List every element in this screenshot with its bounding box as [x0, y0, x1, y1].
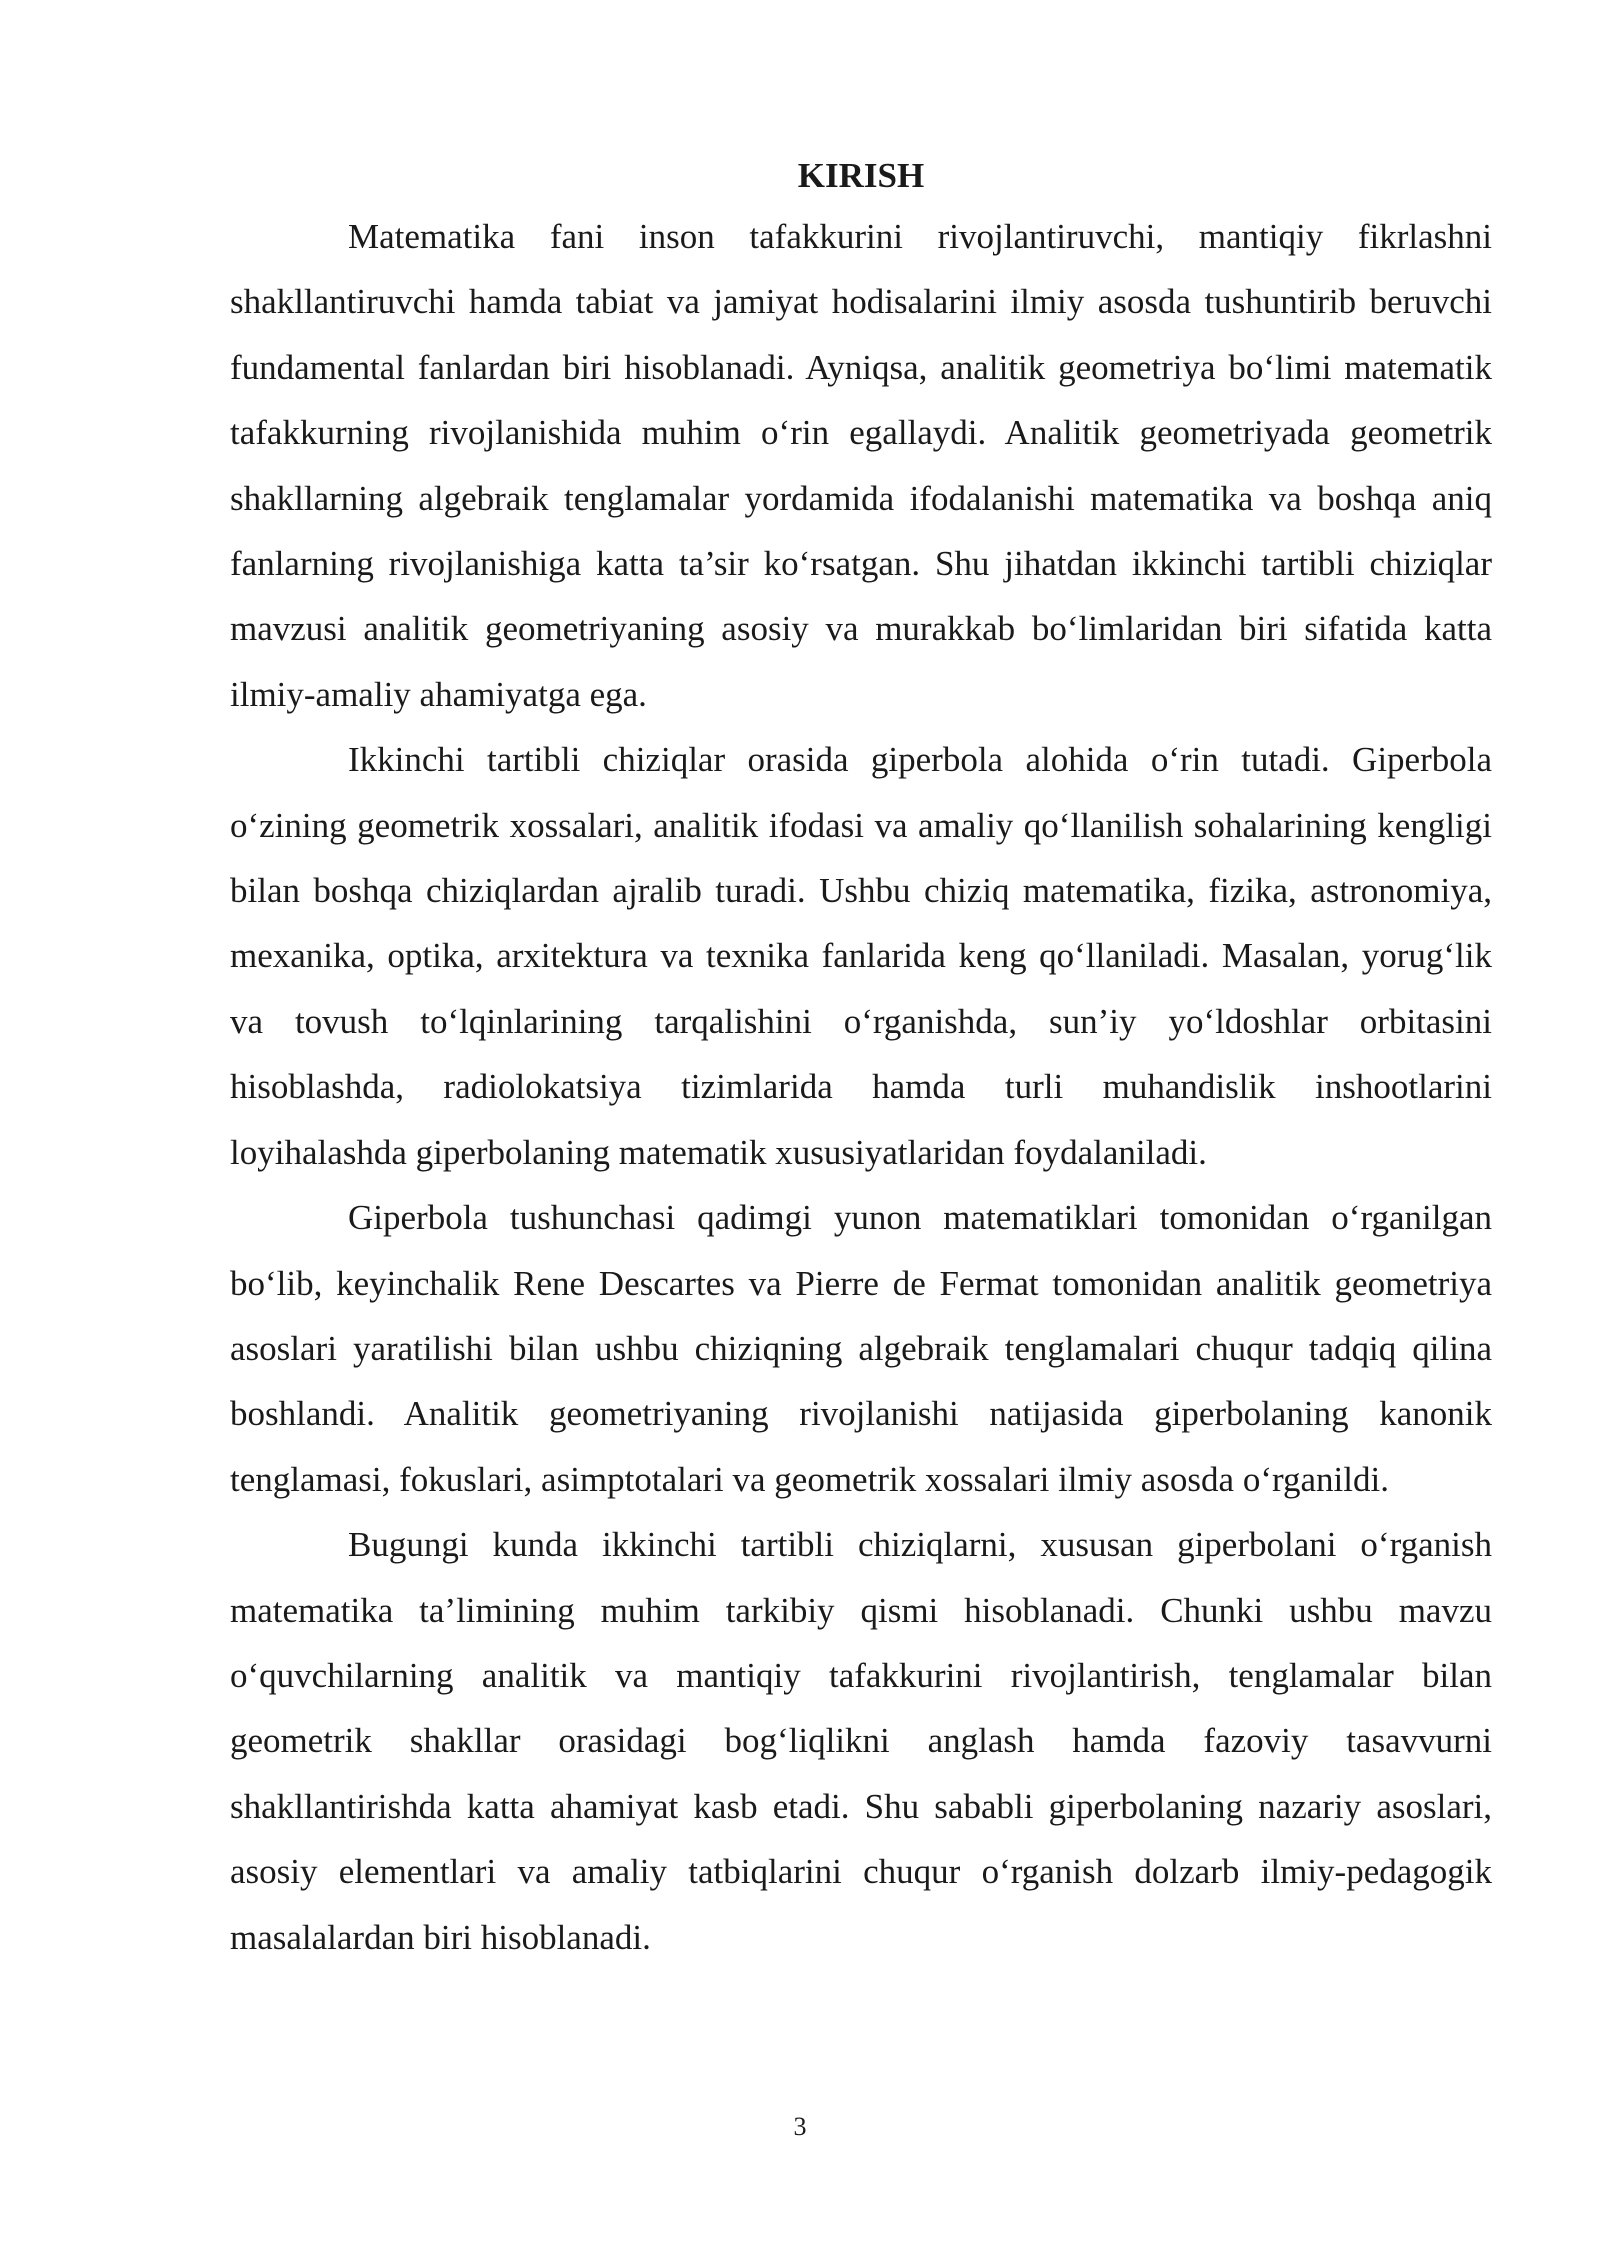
- paragraph-1: Matematika fani inson tafakkurini rivojlantiruvchi, mantiqiy fikrlashni shakllantiruvchi hamda tabiat va jamiyat hodisalarini ilmiy asosda tushuntirib beruvchi fundamental fanlardan biri hisoblanadi. Ayniqsa, analitik geometriya bo‘limi matematik tafakkurning rivojlanishida muhim o‘rin egallaydi. Analitik geometriyada geometrik shakllarning algebraik tenglamalar yordamida ifodalanishi matematika va boshqa aniq fanlarning rivojlanishiga katta ta’sir ko‘rsatgan. Shu jihatdan ikkinchi tartibli chiziqlar mavzusi analitik geometriyaning asosiy va murakkab bo‘limlaridan biri sifatida katta ilmiy-amaliy ahamiyatga ega.: [230, 217, 1492, 714]
- paragraph-2: Ikkinchi tartibli chiziqlar orasida giperbola alohida o‘rin tutadi. Giperbola o‘zining geometrik xossalari, analitik ifodasi va amaliy qo‘llanilish sohalarining kengligi bilan boshqa chiziqlardan ajralib turadi. Ushbu chiziq matematika, fizika, astronomiya, mexanika, optika, arxitektura va texnika fanlarida keng qo‘llaniladi. Masalan, yorug‘lik va tovush to‘lqinlarining tarqalishini o‘rganishda, sun’iy yo‘ldoshlar orbitasini hisoblashda, radiolokatsiya tizimlarida hamda turli muhandislik inshootlarini loyihalashda giperbolaning matematik xususiyatlaridan foydalaniladi.: [230, 740, 1492, 1172]
- paragraph-4: Bugungi kunda ikkinchi tartibli chiziqlarni, xususan giperbolani o‘rganish matematika ta’limining muhim tarkibiy qismi hisoblanadi. Chunki ushbu mavzu o‘quvchilarning analitik va mantiqiy tafakkurini rivojlantirish, tenglamalar bilan geometrik shakllar orasidagi bog‘liqlikni anglash hamda fazoviy tasavvurni shakllantirishda katta ahamiyat kasb etadi. Shu sababli giperbolaning nazariy asoslari, asosiy elementlari va amaliy tatbiqlarini chuqur o‘rganish dolzarb ilmiy-pedagogik masalalardan biri hisoblanadi.: [230, 1525, 1492, 1957]
- page-number: 3: [793, 2112, 807, 2141]
- paragraph-3: Giperbola tushunchasi qadimgi yunon matematiklari tomonidan o‘rganilgan bo‘lib, keyinchalik Rene Descartes va Pierre de Fermat tomonidan analitik geometriya asoslari yaratilishi bilan ushbu chiziqning algebraik tenglamalari chuqur tadqiq qilina boshlandi. Analitik geometriyaning rivojlanishi natijasida giperbolaning kanonik tenglamasi, fokuslari, asimptotalari va geometrik xossalari ilmiy asosda o‘rganildi.: [230, 1198, 1492, 1499]
- section-title: KIRISH: [797, 156, 925, 195]
- page-content: [230, 148, 1492, 1970]
